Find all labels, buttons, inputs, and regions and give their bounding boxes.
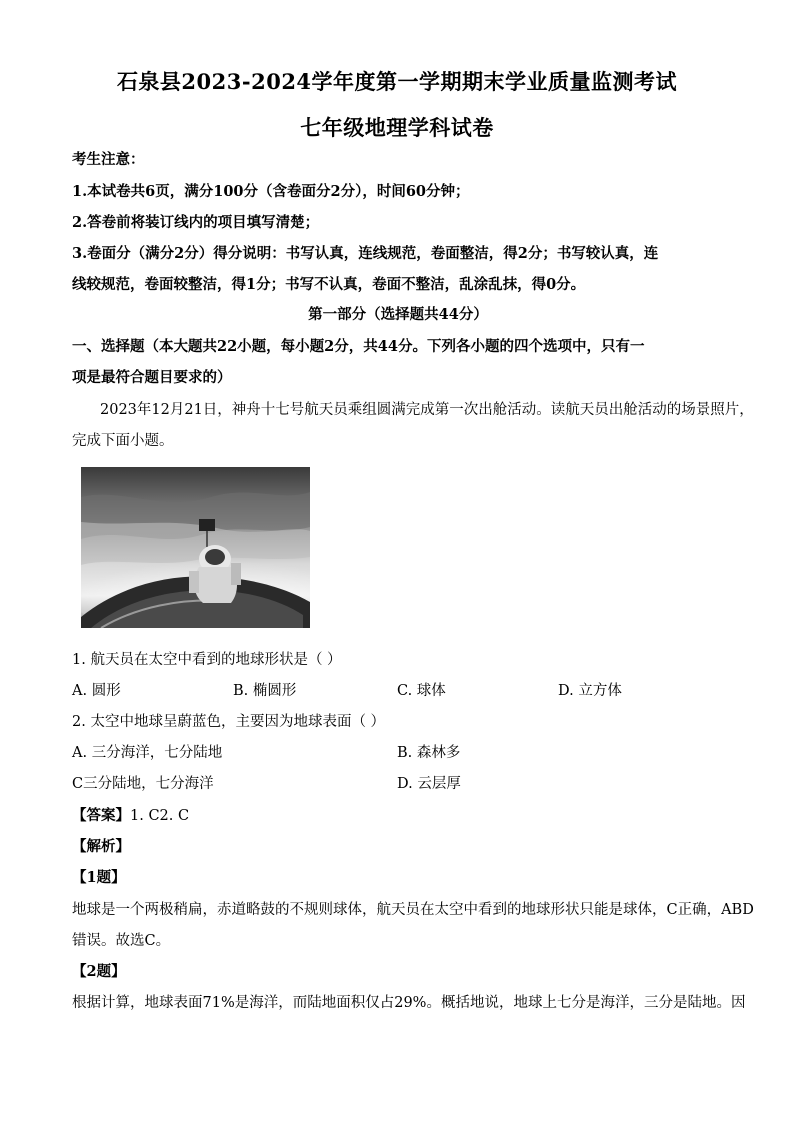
exam-subtitle: 七年级地理学科试卷 <box>300 115 494 140</box>
section-heading-line1: 一、选择题（本大题共22小题，每小题2分，共44分。下列各小题的四个选项中，只有一 <box>72 338 645 355</box>
notice-item-3: 3.卷面分（满分2分）得分说明：书写认真，连线规范，卷面整洁，得2分；书写较认真，连 <box>72 245 659 262</box>
question-2-option-b[interactable]: B. 森林多 <box>397 745 461 761</box>
notice-item-2: 2.答卷前将装订线内的项目填写清楚； <box>72 214 320 231</box>
question-2-option-d[interactable]: D. 云层厚 <box>397 776 461 792</box>
q2-analysis-label: 【2题】 <box>72 963 126 980</box>
answer-line <box>72 806 724 826</box>
question-1-option-c[interactable]: C. 球体 <box>397 683 446 699</box>
section-heading-line2: 项是最符合题目要求的） <box>72 369 232 386</box>
exam-title: 石泉县2023-2024学年度第一学期期末学业质量监测考试 <box>116 69 678 94</box>
analysis-label: 【解析】 <box>72 838 130 855</box>
q2-analysis-line-1: 根据计算，地球表面71%是海洋，而陆地面积仅占29%。概括地说，地球上七分是海洋，三分是陆地。因 <box>72 995 746 1011</box>
question-1-option-d[interactable]: D. 立方体 <box>558 683 622 699</box>
part1-heading: 第一部分（选择题共44分） <box>308 306 488 323</box>
question-2-option-a[interactable]: A. 三分海洋，七分陆地 <box>72 745 223 761</box>
q1-analysis-label: 【1题】 <box>72 869 126 886</box>
answer-value: 1. C2. C <box>130 808 190 824</box>
notice-item-1: 1.本试卷共6页，满分100分（含卷面分2分），时间60分钟； <box>72 183 470 200</box>
answer-label: 【答案】 <box>72 807 130 824</box>
q1-analysis-line-1: 地球是一个两极稍扁，赤道略鼓的不规则球体，航天员在太空中看到的地球形状只能是球体，C正确，ABD <box>72 902 754 918</box>
notice-heading: 考生注意： <box>72 151 145 168</box>
question-1-stem: 1. 航天员在太空中看到的地球形状是（ ） <box>72 652 342 668</box>
question-1-option-b[interactable]: B. 椭圆形 <box>233 683 297 699</box>
astronaut-photo <box>81 467 310 628</box>
question-2-option-c[interactable]: C三分陆地，七分海洋 <box>72 776 214 792</box>
intro-line-2: 完成下面小题。 <box>72 433 174 449</box>
question-1-option-a[interactable]: A. 圆形 <box>72 683 121 699</box>
q1-analysis-line-2: 错误。故选C。 <box>72 933 171 949</box>
question-2-stem: 2. 太空中地球呈蔚蓝色，主要因为地球表面（ ） <box>72 714 386 730</box>
intro-line-1: 2023年12月21日，神舟十七号航天员乘组圆满完成第一次出舱活动。读航天员出舱活动的场景照片， <box>100 402 754 418</box>
notice-item-3-cont: 线较规范，卷面较整洁，得1分；书写不认真，卷面不整洁，乱涂乱抹，得0分。 <box>72 276 586 293</box>
